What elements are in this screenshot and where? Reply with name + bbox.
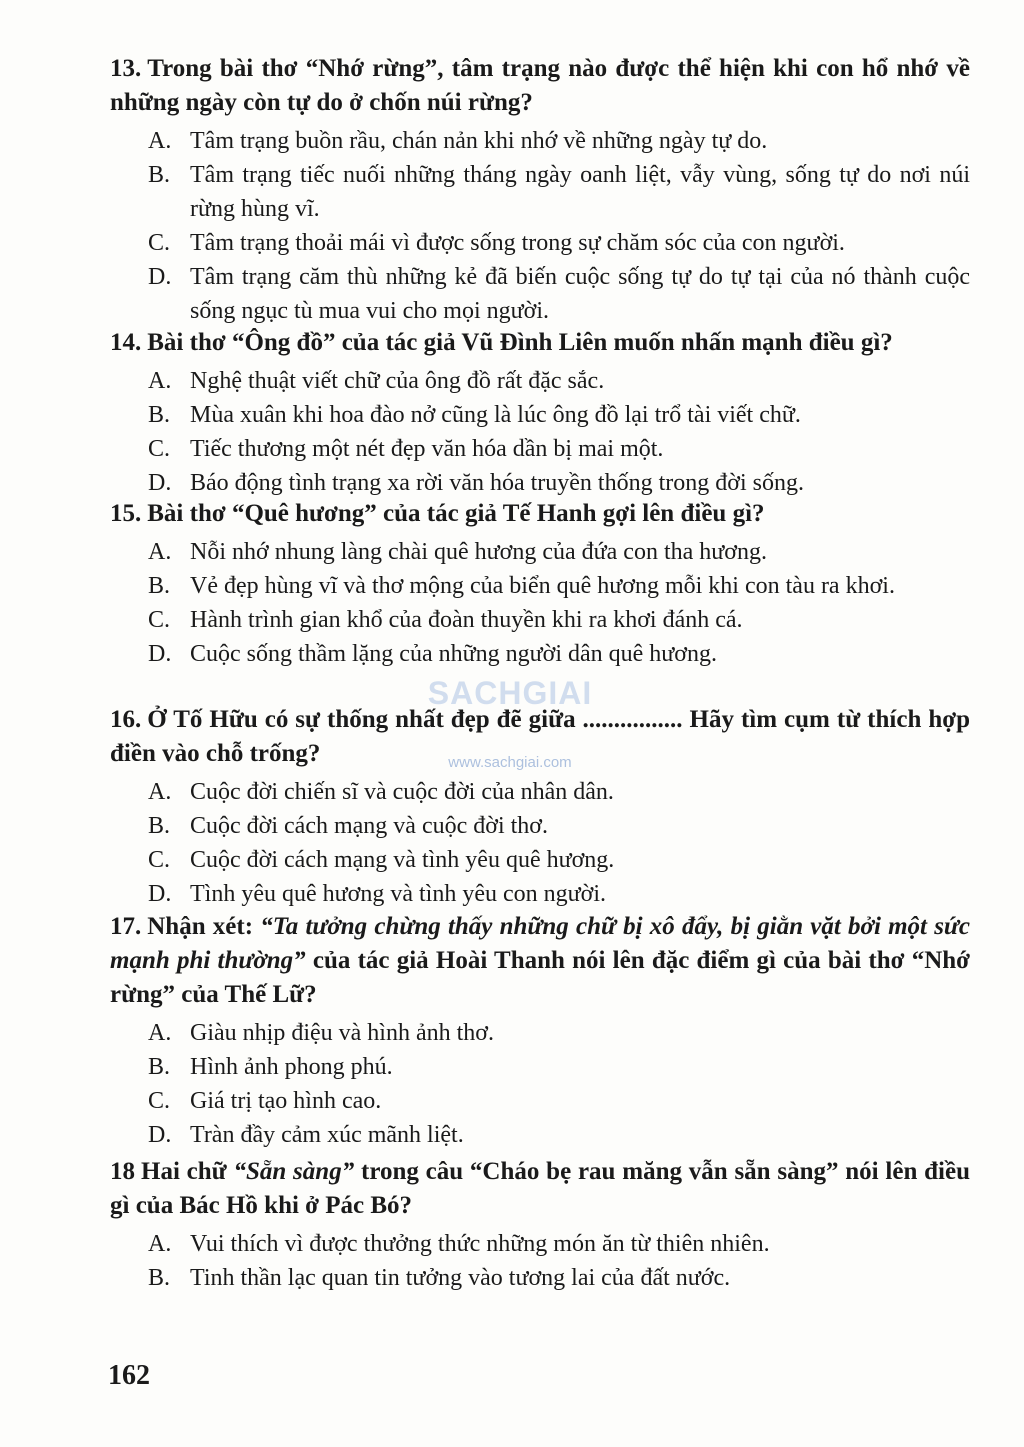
option-text: Tâm trạng căm thù những kẻ đã biến cuộc sống tự do tự tại của nó thành cuộc sống ngục tù mua vui cho mọi người. [190,264,970,324]
question-15 [110,497,970,671]
quoted-phrase: “Sẵn sàng” [233,1158,355,1185]
option-text: Tâm trạng tiếc nuối những tháng ngày oanh liệt, vẫy vùng, sống tự do nơi núi rừng hùng vĩ. [190,162,970,222]
option-text: Tình yêu quê hương và tình yêu con người. [190,881,606,907]
quoted-remark: “Ta tưởng chừng thấy những chữ bị xô đẩy, bị giằn vặt bởi một sức mạnh phi thường” [110,913,970,974]
option-d [148,466,970,500]
option-text: Tràn đầy cảm xúc mãnh liệt. [190,1122,464,1148]
option-b [148,569,970,603]
question-number: 18 [110,1158,135,1185]
watermark-logo: SACHGIAI [427,675,593,711]
question-stem [110,703,970,771]
option-a [148,1227,970,1261]
option-a [148,1016,970,1050]
question-13 [110,52,970,328]
option-letter: C. [148,436,171,462]
question-number: 13. [110,55,142,82]
option-b [148,158,970,226]
option-letter: A. [148,1231,172,1257]
option-c [148,432,970,466]
option-text: Cuộc đời cách mạng và cuộc đời thơ. [190,813,548,839]
question-stem [110,326,970,360]
option-list [110,535,970,671]
option-d [148,1118,970,1152]
question-stem [110,52,970,120]
option-list [110,1016,970,1152]
option-letter: C. [148,607,171,633]
option-text: Nỗi nhớ nhung làng chài quê hương của đứa con tha hương. [190,539,767,565]
option-letter: B. [148,813,171,839]
option-text: Báo động tình trạng xa rời văn hóa truyền thống trong đời sống. [190,470,804,496]
option-list [110,1227,970,1295]
option-letter: C. [148,847,171,873]
option-letter: B. [148,1265,171,1291]
option-text: Hình ảnh phong phú. [190,1054,393,1080]
question-number: 15. [110,500,142,527]
question-text: Ở Tố Hữu có sự thống nhất đẹp đẽ giữa ................ Hãy tìm cụm từ thích hợp điền vào chỗ trống? [110,706,970,767]
option-letter: C. [148,230,171,256]
option-c [148,226,970,260]
option-c [148,843,970,877]
option-letter: D. [148,881,172,907]
option-a [148,364,970,398]
question-number: 14. [110,329,142,356]
option-text: Giàu nhịp điệu và hình ảnh thơ. [190,1020,494,1046]
option-d [148,637,970,671]
question-14 [110,326,970,500]
option-letter: A. [148,539,172,565]
option-letter: A. [148,128,172,154]
option-a [148,775,970,809]
option-b [148,1050,970,1084]
option-letter: B. [148,1054,171,1080]
question-stem [110,910,970,1012]
option-b [148,809,970,843]
option-letter: B. [148,402,171,428]
question-stem [110,497,970,531]
option-text: Vui thích vì được thưởng thức những món ăn từ thiên nhiên. [190,1231,770,1257]
option-list [110,775,970,911]
option-text: Cuộc đời cách mạng và tình yêu quê hương. [190,847,615,873]
option-text: Hành trình gian khổ của đoàn thuyền khi ra khơi đánh cá. [190,607,743,633]
question-text: Trong bài thơ “Nhớ rừng”, tâm trạng nào được thể hiện khi con hổ nhớ về những ngày còn tự do ở chốn núi rừng? [110,55,970,116]
option-b [148,398,970,432]
option-letter: D. [148,641,172,667]
option-text: Tâm trạng thoải mái vì được sống trong sự chăm sóc của con người. [190,230,845,256]
option-c [148,603,970,637]
option-d [148,877,970,911]
option-letter: D. [148,470,172,496]
option-d [148,260,970,328]
option-letter: A. [148,368,172,394]
option-text: Vẻ đẹp hùng vĩ và thơ mộng của biển quê hương mỗi khi con tàu ra khơi. [190,573,895,599]
option-text: Tâm trạng buồn rầu, chán nản khi nhớ về những ngày tự do. [190,128,768,154]
option-letter: C. [148,1088,171,1114]
option-list [110,124,970,328]
question-text: Hai chữ [141,1158,234,1185]
option-letter: A. [148,779,172,805]
option-text: Mùa xuân khi hoa đào nở cũng là lúc ông đồ lại trổ tài viết chữ. [190,402,801,428]
option-letter: A. [148,1020,172,1046]
question-17 [110,910,970,1152]
watermark-url: www.sachgiai.com [448,754,572,771]
option-text: Tiếc thương một nét đẹp văn hóa dần bị mai một. [190,436,664,462]
option-text: Tinh thần lạc quan tin tưởng vào tương lai của đất nước. [190,1265,731,1291]
page-number: 162 [108,1360,150,1391]
question-text: Bài thơ “Quê hương” của tác giả Tế Hanh gợi lên điều gì? [147,500,765,527]
question-number: 16. [110,706,142,733]
option-letter: B. [148,162,171,188]
question-number: 17. [110,913,142,940]
option-letter: D. [148,264,172,290]
option-a [148,535,970,569]
question-18 [110,1155,970,1295]
option-b [148,1261,970,1295]
option-a [148,124,970,158]
question-text: Bài thơ “Ông đồ” của tác giả Vũ Đình Liên muốn nhấn mạnh điều gì? [147,329,893,356]
question-stem [110,1155,970,1223]
option-text: Cuộc sống thầm lặng của những người dân quê hương. [190,641,717,667]
option-text: Nghệ thuật viết chữ của ông đồ rất đặc sắc. [190,368,605,394]
option-letter: D. [148,1122,172,1148]
option-text: Giá trị tạo hình cao. [190,1088,382,1114]
option-letter: B. [148,573,171,599]
question-text-continued: của tác giả Hoài Thanh nói lên đặc điểm gì của bài thơ “Nhớ rừng” của Thế Lữ? [110,947,970,1008]
question-16 [110,703,970,911]
option-text: Cuộc đời chiến sĩ và cuộc đời của nhân dân. [190,779,614,805]
question-text-continued: trong câu “Cháo bẹ rau măng vẫn sẵn sàng” nói lên điều gì của Bác Hồ khi ở Pác Bó? [110,1158,970,1219]
option-c [148,1084,970,1118]
option-list [110,364,970,500]
question-text: Nhận xét: [147,913,261,940]
